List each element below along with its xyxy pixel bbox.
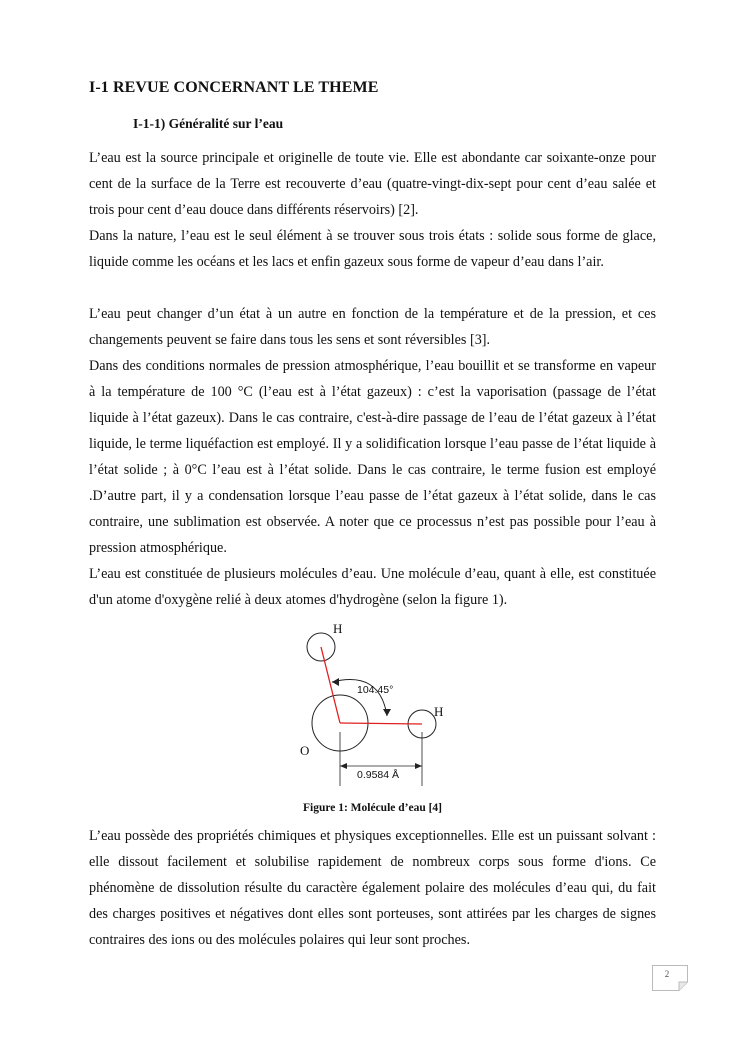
water-molecule-figure <box>290 612 460 792</box>
bond-line-right <box>340 723 422 724</box>
paragraph: L’eau est constituée de plusieurs molécules d’eau. Une molécule d’eau, quant à elle, est constituée d'un atome d'oxygène relié à deux atomes d'hydrogène (selon la figure 1). <box>89 566 656 608</box>
dimension-arrow-right <box>415 763 422 769</box>
paragraph: Dans des conditions normales de pression atmosphérique, l’eau bouillit et se transforme en vapeur à la température de 100 °C (l’eau est à l’état gazeux) : c’est la vaporisation (passage de l’état liquide à l’état gazeux). Dans le cas contraire, c'est-à-dire passage de l’eau de l’état gazeux à l’état liquide, le terme liquéfaction est employé. Il y a solidification lorsque l’eau passe de l’état liquide à l’état solide ; à 0°C l’eau est à l’état solide. Dans le cas contraire, le terme fusion est employé .D’autre part, il y a condensation lorsque l’eau passe de l’état gazeux à l’état solide, dans le cas contraire, une sublimation est observée. A noter que ce processus n’est pas possible pour l’eau à pression atmosphérique. <box>89 358 656 556</box>
paragraph: Dans la nature, l’eau est le seul élément à se trouver sous trois états : solide sous forme de glace, liquide comme les océans et les lacs et enfin gazeux sous forme de vapeur d’eau dans l’air. <box>89 228 656 270</box>
figure-caption: Figure 1: Molécule d’eau [4] <box>302 802 443 814</box>
subsection-heading: I-1-1) Généralité sur l’eau <box>133 116 284 131</box>
paragraph: L’eau possède des propriétés chimiques et physiques exceptionnelles. Elle est un puissant solvant : elle dissout facilement et solubilise rapidement de nombreux corps sous forme d'ions. Ce phénomène de dissolution résulte du caractère également polaire des molécules d’eau qui, du fait des charges positives et négatives dont elles sont porteuses, sont attirées par les charges de signes contraires des ions ou des molécules polaires qui leur sont proches. <box>89 828 656 948</box>
hydrogen-label-top: H <box>333 621 343 636</box>
page-number-box <box>652 965 688 991</box>
oxygen-label: O <box>300 743 310 758</box>
angle-label: 104.45° <box>357 684 394 696</box>
hydrogen-label-right: H <box>434 704 444 719</box>
page-number: 2 <box>664 969 670 979</box>
angle-arrowhead-left <box>332 678 339 686</box>
bond-length-label: 0.9584 Å <box>357 769 400 781</box>
bond-line-top <box>321 647 340 723</box>
paragraph: L’eau peut changer d’un état à un autre en fonction de la température et de la pression, et ces changements peuvent se faire dans tous les sens et sont réversibles [3]. <box>89 306 656 348</box>
dimension-arrow-left <box>340 763 347 769</box>
paragraph: L’eau est la source principale et originelle de toute vie. Elle est abondante car soixante-onze pour cent de la surface de la Terre est recouverte d’eau (quatre-vingt-dix-sept pour cent d’eau salée et trois pour cent d’eau douce dans différents réservoirs) [2]. <box>89 150 656 218</box>
section-heading: I-1 REVUE CONCERNANT LE THEME <box>89 79 379 96</box>
angle-arrowhead-right <box>383 709 391 716</box>
water-molecule-diagram <box>290 612 460 792</box>
